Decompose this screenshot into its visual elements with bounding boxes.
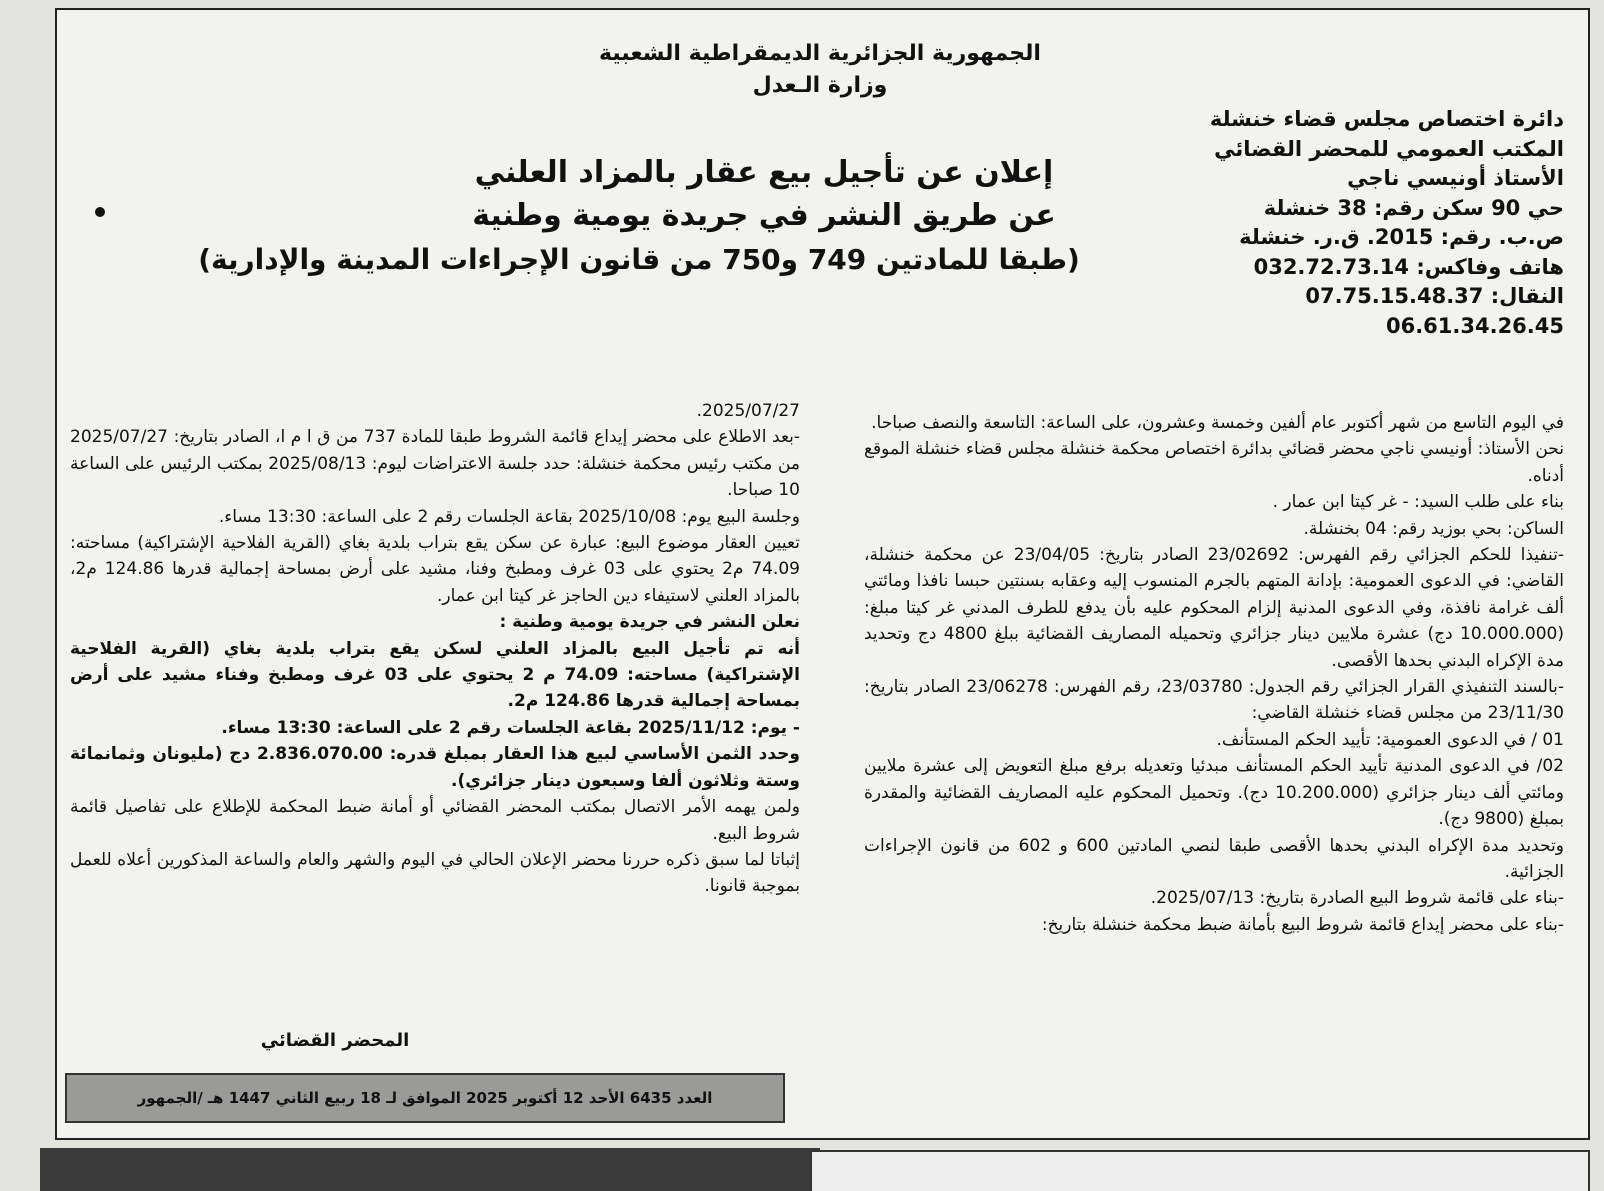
base-price: وحدد الثمن الأساسي لبيع هذا العقار بمبلغ قدره: 2.836.070.00 دج (مليونان وثمانمائة وستة وثلاثون ألفا وسبعون دينار جزائري). <box>70 744 800 791</box>
paragraph: وتحديد مدة الإكراه البدني بحدها الأقصى طبقا لنصي المادتين 600 و 602 من قانون الإجراءات الجزائية. <box>864 835 1564 882</box>
paragraph: -بناء على محضر إيداع قائمة شروط البيع بأمانة ضبط محكمة خنشلة بتاريخ: <box>1041 914 1564 935</box>
postponement-statement: أنه تم تأجيل البيع بالمزاد العلني لسكن يقع بتراب بلدية بغاي (القرية الفلاحية الإشتراكية) مساحته: 74.09 م 2 يحتوي على 03 غرف ومطبخ وفناء مشيد على أرض بمساحة إجمالية قدرها 124.86 م2. <box>70 638 801 712</box>
notice-title <box>139 152 1139 282</box>
paragraph: بناء على طلب السيد: - غر كيتا ابن عمار . <box>1272 492 1564 513</box>
office-phone <box>1104 253 1564 283</box>
adjacent-ad-bar <box>40 1148 820 1191</box>
ink-dot-icon <box>95 207 105 217</box>
office-line-name: الأستاذ أونيسي ناجي <box>1347 166 1564 190</box>
paragraph: -بناء على قائمة شروط البيع الصادرة بتاريخ: 2025/07/13. <box>1150 888 1564 909</box>
publication-heading: نعلن النشر في جريدة يومية وطنية : <box>499 612 800 633</box>
title-line-3: (طبقا للمادتين 749 و750 من قانون الإجراءات المدينة والإدارية) <box>198 243 1080 276</box>
paragraph: ولمن يهمه الأمر الاتصال بمكتب المحضر القضائي أو أمانة ضبط المحكمة للإطلاع على تفاصيل قائمة شروط البيع. <box>70 797 800 844</box>
mobile-number-2: 06.61.34.26.45 <box>1385 313 1564 338</box>
body-column-right <box>864 410 1564 938</box>
office-line-pobox: ص.ب. رقم: 2015. ق.ر. خنشلة <box>1239 225 1564 249</box>
phone-label: هاتف وفاكس: <box>1416 254 1564 279</box>
paragraph: 2025/07/27. <box>696 401 800 421</box>
paragraph: وجلسة البيع يوم: 2025/10/08 بقاعة الجلسات رقم 2 على الساعة: 13:30 مساء. <box>218 506 800 527</box>
office-mobile <box>1104 282 1564 312</box>
title-line-1: إعلان عن تأجيل بيع عقار بالمزاد العلني <box>474 155 1054 190</box>
signature-label: المحضر القضائي <box>260 1030 410 1051</box>
paragraph: 01 / في الدعوى العمومية: تأييد الحكم المستأنف. <box>1216 729 1564 750</box>
letterhead <box>560 38 1080 102</box>
paragraph: تعيين العقار موضوع البيع: عبارة عن سكن يقع بتراب بلدية بغاي (القرية الفلاحية الإشتراكية) مساحته: 74.09 م2 يحتوي على 03 غرف ومطبخ وفنا، مشيد على أرض بمساحة إجمالية قدرها 124.86 م2، بالمزاد العلني لاستيفاء دين الحاجز غر كيتا ابن عمار. <box>70 533 800 606</box>
issue-footer: العدد 6435 الأحد 12 أكتوبر 2025 الموافق لـ 18 ربيع الثاني 1447 هـ /الجمهور <box>65 1073 785 1123</box>
body-column-left <box>70 398 800 900</box>
title-line-2: عن طريق النشر في جريدة يومية وطنية <box>472 198 1056 233</box>
ministry-name: وزارة الـعدل <box>752 73 888 98</box>
office-line-address: حي 90 سكن رقم: 38 خنشلة <box>1263 195 1564 220</box>
paragraph: -بعد الاطلاع على محضر إيداع قائمة الشروط طبقا للمادة 737 من ق ا م ا، الصادر بتاريخ: 2025/07/27 من مكتب رئيس محكمة خنشلة: حدد جلسة الاعتراضات ليوم: 2025/08/13 بمكتب الرئيس على الساعة 10 صباحا. <box>70 427 801 501</box>
republic-name: الجمهورية الجزائرية الديمقراطية الشعبية <box>599 41 1041 66</box>
office-mobile-2 <box>1104 312 1564 342</box>
paragraph: 02/ في الدعوى المدنية تأييد الحكم المستأنف مبدئيا وتعديله برفع مبلغ التعويض إلى عشرة ملايين ومائتي ألف دينار جزائري (10.200.000 دج). وتحميل المحكوم عليه المصاريف القضائية والمقدرة بمبلغ (9800 دج). <box>864 756 1564 830</box>
paragraph: -بالسند التنفيذي القرار الجزائي رقم الجدول: 23/03780، رقم الفهرس: 23/06278 الصادر بتاريخ: 23/11/30 من مجلس قضاء خنشلة القاضي: <box>864 677 1564 724</box>
paragraph: نحن الأستاذ: أونيسي ناجي محضر قضائي بدائرة اختصاص محكمة خنشلة مجلس قضاء خنشلة الموقع أدناه. <box>864 439 1564 486</box>
office-line-bureau: المكتب العمومي للمحضر القضائي <box>1214 136 1564 161</box>
paragraph: الساكن: بحي بوزيد رقم: 04 بخنشلة. <box>1303 518 1564 539</box>
bailiff-office-block <box>1104 105 1564 341</box>
mobile-number-1: 07.75.15.48.37 <box>1305 284 1484 308</box>
mobile-label: النقال: <box>1490 284 1564 308</box>
paragraph: -تنفيذا للحكم الجزائي رقم الفهرس: 23/02692 الصادر بتاريخ: 23/04/05 عن محكمة خنشلة، القاضي: في الدعوى العمومية: بإدانة المتهم بالجرم المنسوب إليه وعقابه بسنتين حبسا نافذا ومائتي ألف غرامة نافذة، وفي الدعوى المدنية إلزام المحكوم عليه بأن يدفع للطرف المدني غر كيتا مبلغ: (10.000.000 دج) عشرة ملايين دينار جزائري وتحميله المصاريف القضائية ببلغ 4800 دج وتحديد مدة الإكراه البدني بحدها الأقصى. <box>864 545 1564 671</box>
phone-number: 032.72.73.14 <box>1253 254 1410 279</box>
new-sale-date: - يوم: 2025/11/12 بقاعة الجلسات رقم 2 على الساعة: 13:30 مساء. <box>221 717 800 738</box>
paragraph: في اليوم التاسع من شهر أكتوبر عام ألفين وخمسة وعشرون، على الساعة: التاسعة والنصف صباحا. <box>871 413 1564 433</box>
office-line-jurisdiction: دائرة اختصاص مجلس قضاء خنشلة <box>1209 107 1564 131</box>
paragraph: إثباتا لما سبق ذكره حررنا محضر الإعلان الحالي في اليوم والشهر والعام والساعة المذكورين أعلاه للعمل بموجبة قانونا. <box>70 849 800 897</box>
adjacent-notice-box <box>810 1150 1590 1191</box>
